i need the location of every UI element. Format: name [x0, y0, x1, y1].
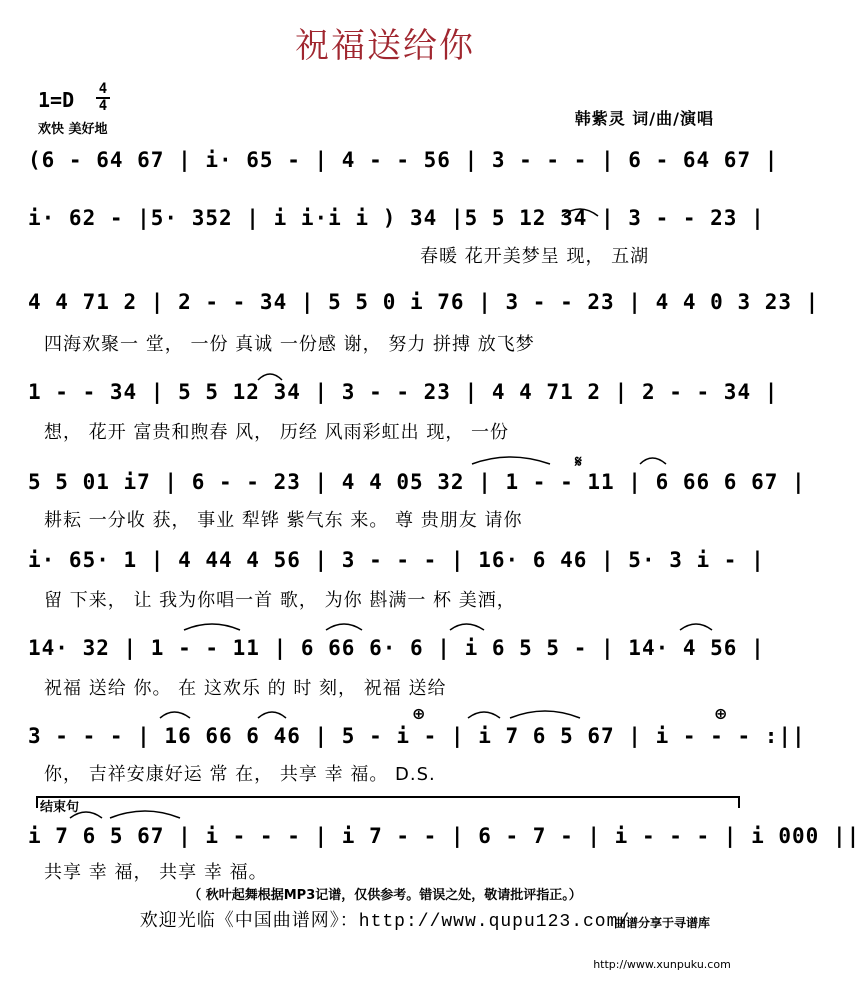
slur	[326, 624, 362, 630]
key-signature: 1=D	[38, 88, 75, 112]
coda-label: 结束句	[40, 800, 80, 815]
slur	[468, 712, 500, 718]
lyric-line-2: 春暖 花开美梦呈 现， 五湖	[420, 246, 650, 267]
segno-icon: 𝄋	[575, 452, 582, 471]
slur	[680, 624, 712, 630]
tempo-marking: 欢快 美好地	[38, 122, 108, 137]
coda-lyric-line: 共享 幸 福， 共享 幸 福。	[44, 862, 268, 883]
coda-notation-line: i 7 6 5 67 | i - - - | i 7 - - | 6 - 7 - | i - - - | i 000 ||	[28, 824, 860, 848]
slur	[472, 457, 550, 464]
credit-line: 韩紫灵 词/曲/演唱	[574, 109, 714, 128]
notation-line-1: (6 - 64 67 | i· 65 - | 4 - - 56 | 3 - - - | 6 - 64 67 |	[28, 148, 779, 172]
time-signature-top: 4	[98, 81, 108, 97]
site-welcome: 欢迎光临《中国曲谱网》：http://www.qupu123.com/	[139, 912, 631, 932]
song-title: 祝福送给你	[295, 26, 475, 66]
footnote: （ 秋叶起舞根据MP3记谱，仅供参考。错误之处，敬请批评指正。）	[188, 888, 582, 903]
notation-line-3: 4 4 71 2 | 2 - - 34 | 5 5 0 i 76 | 3 - - 23 | 4 4 0 3 23 |	[28, 290, 820, 314]
lyric-line-5: 耕耘 一分收 获， 事业 犁铧 紫气东 来。 尊 贵朋友 请你	[44, 510, 523, 531]
coda-sign-icon-end: ⊕	[714, 704, 728, 723]
lyric-line-8: 你， 吉祥安康好运 常 在， 共享 幸 福。 D.S.	[44, 764, 436, 785]
slur	[640, 458, 666, 464]
notation-line-7: 14· 32 | 1 - - 11 | 6 66 6· 6 | i 6 5 5 - | 14· 4 56 |	[28, 636, 765, 660]
slur	[258, 712, 286, 718]
coda-sign-icon: ⊕	[412, 704, 426, 723]
slur	[110, 811, 180, 818]
watermark-line-2: http://www.xunpuku.com	[593, 958, 731, 971]
slur	[70, 812, 102, 818]
lyric-line-4: 想， 花开 富贵和煦春 风， 历经 风雨彩虹出 现， 一份	[44, 422, 510, 443]
lyric-line-6: 留 下来， 让 我为你唱一首 歌， 为你 斟满一 杯 美酒，	[44, 590, 516, 611]
slur	[160, 712, 190, 718]
slur	[258, 374, 282, 380]
notation-line-6: i· 65· 1 | 4 44 4 56 | 3 - - - | 16· 6 46 | 5· 3 i - |	[28, 548, 765, 572]
lyric-line-7: 祝福 送给 你。 在 这欢乐 的 时 刻， 祝福 送给	[44, 678, 447, 699]
slur	[184, 624, 240, 630]
notation-line-8: 3 - - - | 16 66 6 46 | 5 - i - | i 7 6 5 67 | i - - - :||	[28, 724, 806, 748]
slur	[510, 711, 580, 718]
time-signature-bottom: 4	[98, 98, 108, 114]
notation-line-5: 5 5 01 i7 | 6 - - 23 | 4 4 05 32 | 1 - - 11 | 6 66 6 67 |	[28, 470, 806, 494]
slur	[562, 209, 598, 216]
watermark-line-1: 曲谱分享于寻谱库	[613, 916, 710, 930]
notation-line-2: i· 62 - |5· 352 | i i·i i ) 34 |5 5 12 34 | 3 - - 23 |	[28, 206, 765, 230]
notation-line-4: 1 - - 34 | 5 5 12 34 | 3 - - 23 | 4 4 71 2 | 2 - - 34 |	[28, 380, 779, 404]
watermark	[572, 888, 752, 986]
lyric-line-3: 四海欢聚一 堂， 一份 真诚 一份感 谢， 努力 拼搏 放飞梦	[44, 334, 535, 355]
slur	[450, 624, 484, 630]
